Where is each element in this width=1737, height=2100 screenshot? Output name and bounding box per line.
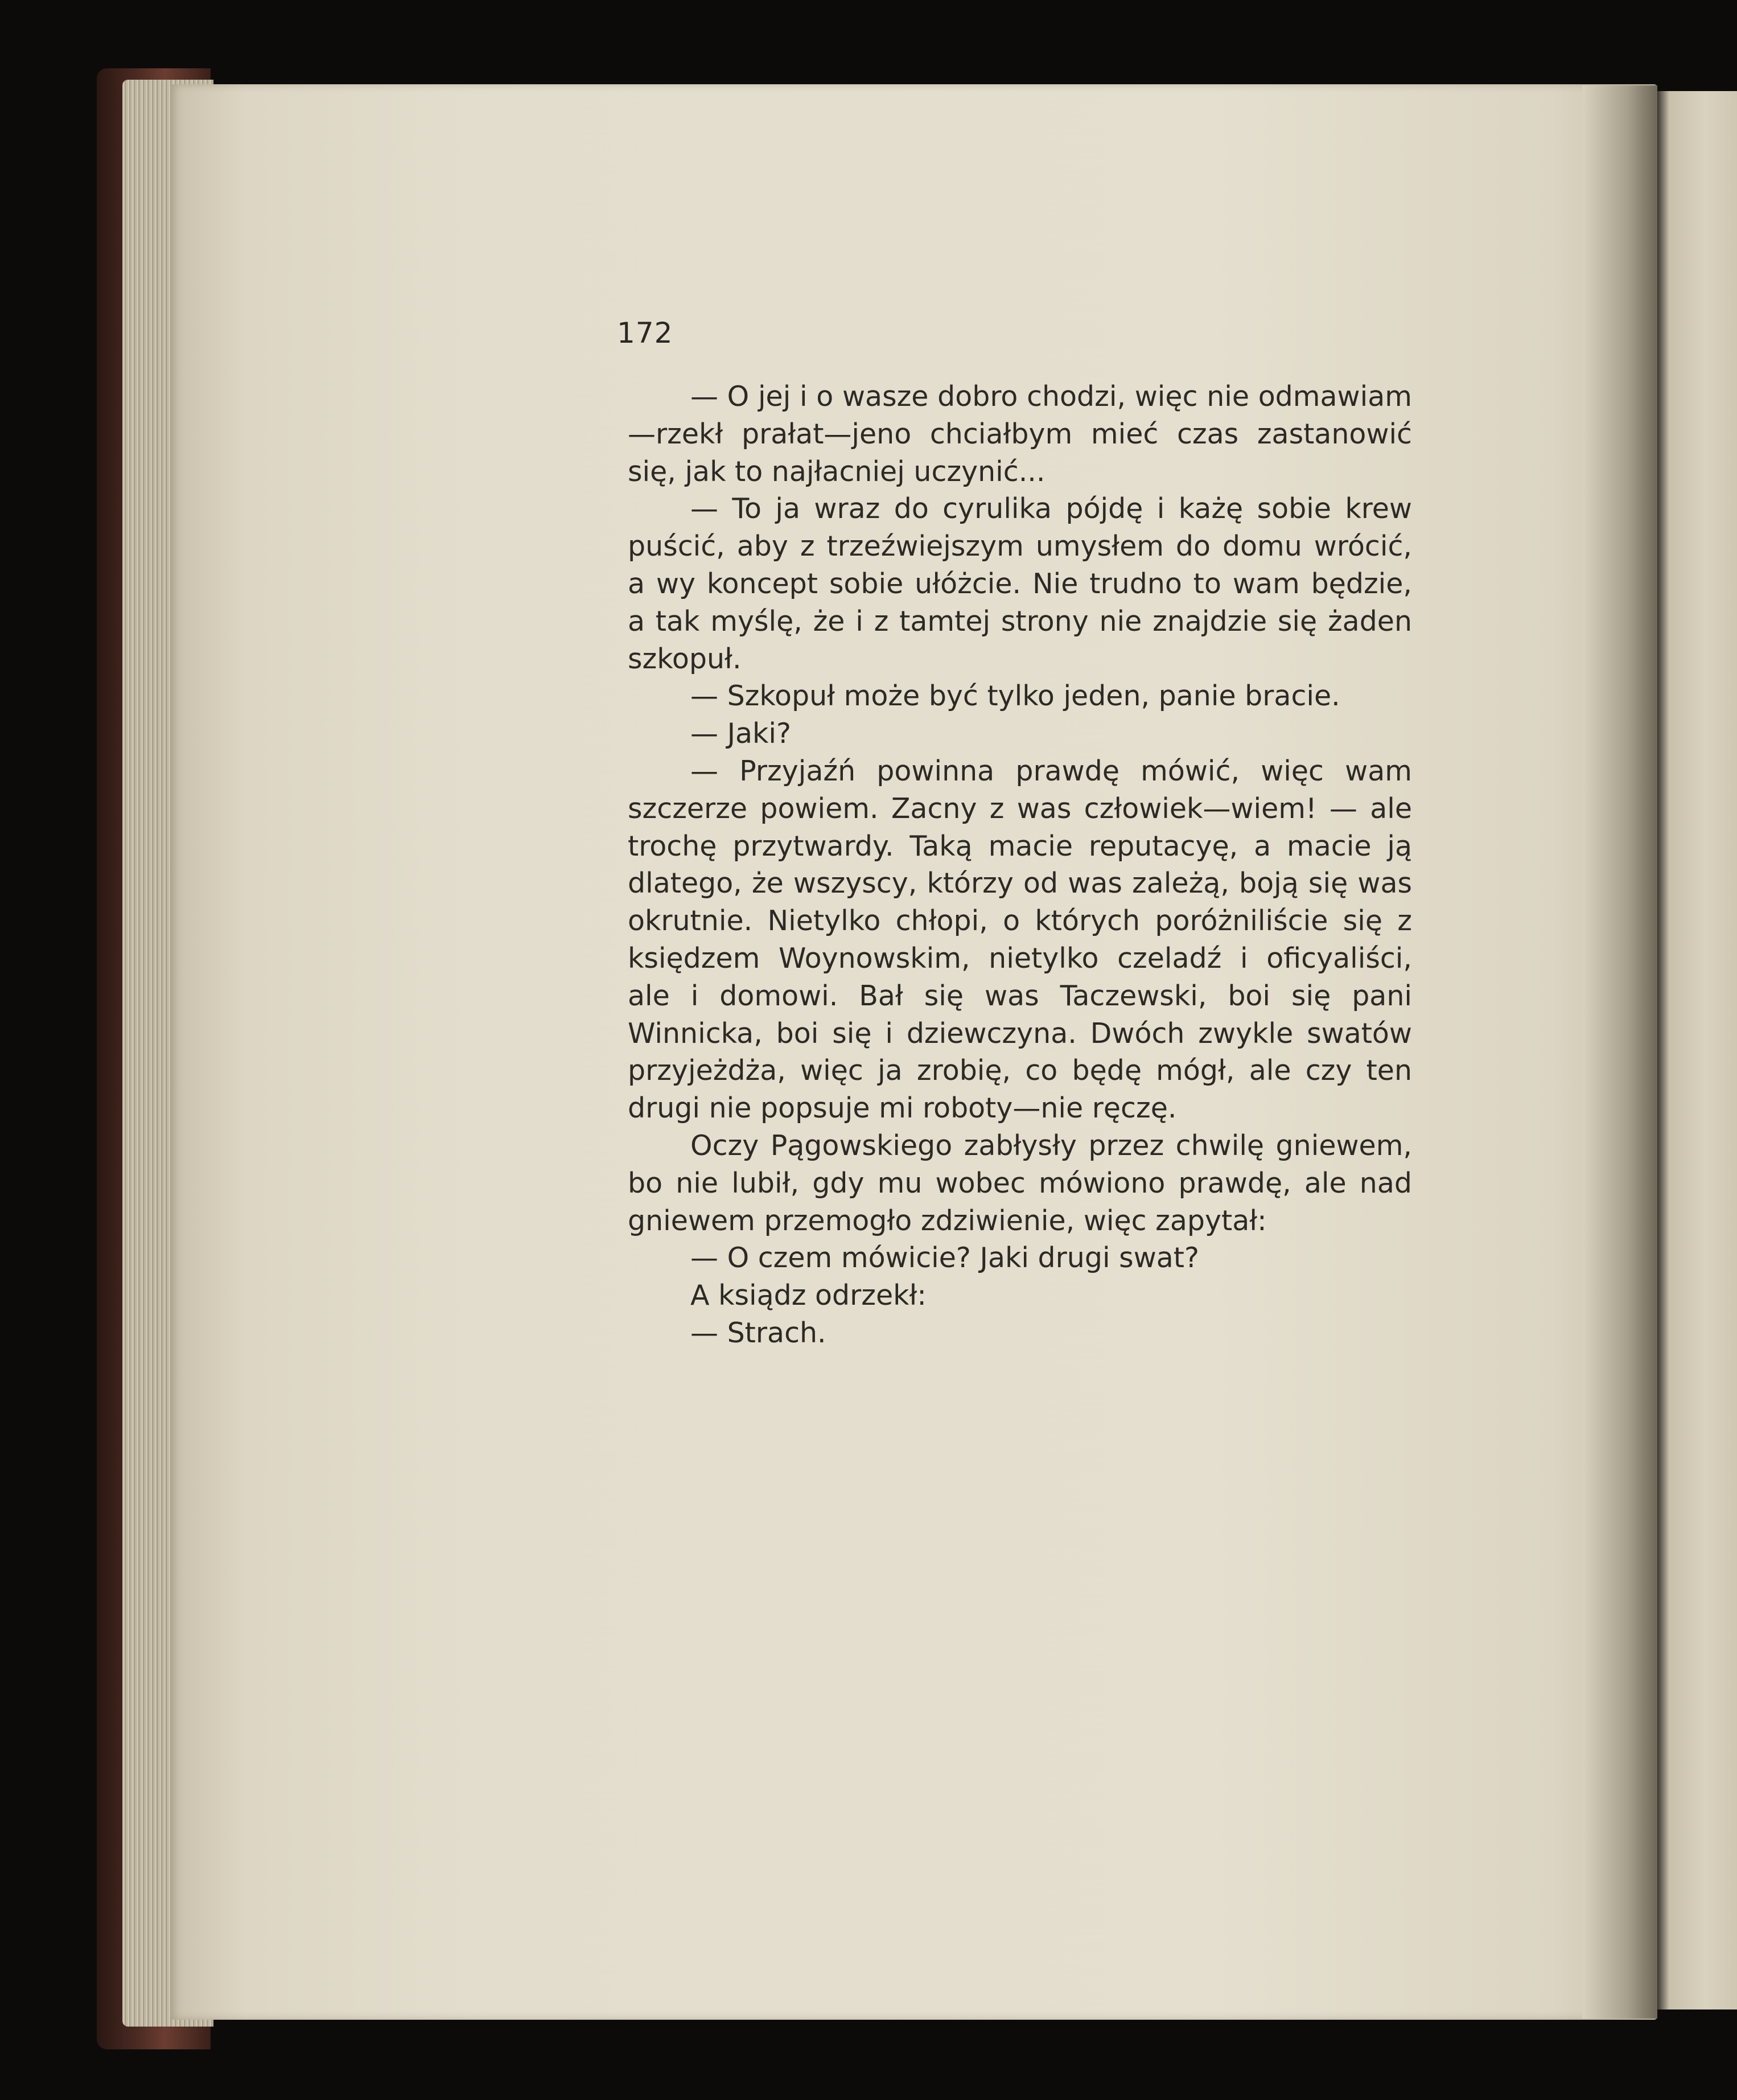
paragraph: — Strach. bbox=[690, 1316, 826, 1349]
paragraph: Oczy Pągowskiego zabłysły przez chwilę gniewem, bo nie lubił, gdy mu wobec mówiono prawdę, ale nad gniewem przemogło zdziwienie, więc zapytał: bbox=[628, 1129, 1412, 1237]
page-text bbox=[628, 378, 1412, 1352]
paragraph: — O czem mówicie? Jaki drugi swat? bbox=[690, 1242, 1200, 1275]
paragraph: — Jaki? bbox=[690, 717, 792, 750]
paragraph: A ksiądz odrzekł: bbox=[690, 1279, 927, 1312]
paragraph: — Szkopuł może być tylko jeden, panie bracie. bbox=[690, 680, 1340, 713]
page-gutter bbox=[1582, 85, 1657, 2019]
paragraph: — O jej i o wasze dobro chodzi, więc nie odmawiam—rzekł prałat—jeno chciałbym mieć czas zastanowić się, jak to najłacniej uczynić... bbox=[628, 380, 1412, 488]
right-page-sliver bbox=[1657, 91, 1737, 2009]
paragraph: — Przyjaźń powinna prawdę mówić, więc wam szczerze powiem. Zacny z was człowiek—wiem! — ale trochę przytwardy. Taką macie reputacyę, a macie ją dlatego, że wszyscy, którzy od was zależą, boją się was okrutnie. Nietylko chłopi, o których poróżniliście się z księdzem Woynowskim, nietylko czeladź i oficyaliści, ale i domowi. Bał się was Taczewski, boi się pani Winnicka, boi się i dziewczyna. Dwóch zwykle swatów przyjeżdża, więc ja zrobię, co będę mógł, ale czy ten drugi nie popsuje mi roboty—nie ręczę. bbox=[628, 754, 1412, 1125]
page-number: 172 bbox=[617, 317, 673, 350]
paragraph: — To ja wraz do cyrulika pójdę i każę sobie krew puścić, aby z trzeźwiejszym umysłem do domu wrócić, a wy koncept sobie ułóżcie. Nie trudno to wam będzie, a tak myślę, że i z tamtej strony nie znajdzie się żaden szkopuł. bbox=[628, 492, 1412, 675]
